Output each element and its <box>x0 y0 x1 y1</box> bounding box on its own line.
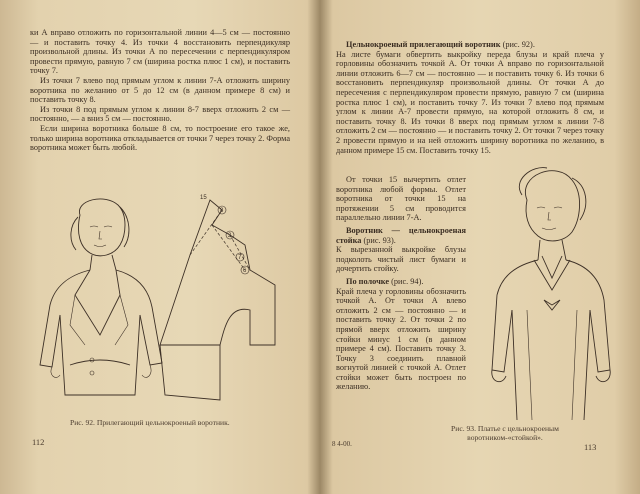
right-text-block-narrow <box>336 175 466 392</box>
page-number: 113 <box>584 442 597 452</box>
right-paragraph: Край плеча у горловины обозначить точкой А. От точки А влево отложить 2 см — постоянно — и поставить точку 2. От точки 2 по прямой вверх отложить ширину стойки минус 1 см (в данном примере 4 см). Поставить точку 3. Точку 3 соединить плавной вогнутой линией с точкой А. Отлет стойки может быть построен по желанию. <box>336 286 466 392</box>
section-heading: По полочке <box>346 276 390 286</box>
diagram-label: 7 <box>238 255 242 261</box>
figure-caption: Рис. 92. Прилегающий цельнокроеный воротник. <box>70 418 230 427</box>
diagram-label: 8 <box>220 208 224 214</box>
section-ref: (рис. 94). <box>389 276 424 286</box>
section-ref: (рис. 92). <box>500 40 535 49</box>
diagram-label: 15 <box>200 195 207 201</box>
diagram-label: 6 <box>243 268 247 274</box>
left-page <box>0 0 318 494</box>
left-paragraph: Если ширина воротника больше 8 см, то построение его такое же, только ширина воротника откладывается от точки 7 через точку 2. Форма воротника может быть любой. <box>30 123 291 153</box>
footer-sign: 8 4-00. <box>332 440 352 448</box>
left-paragraph: Из точки 8 под прямым углом к линии 8-7 вверх отложить 2 см — постоянно, — а вниз 5 см — постоянно. <box>30 104 290 124</box>
section-heading: Воротник — цельнокроеная стойка <box>336 225 466 245</box>
right-text-block-top <box>336 40 604 155</box>
left-text-block <box>30 28 290 153</box>
collar-pattern-diagram <box>150 195 280 405</box>
left-paragraph: Из точки 7 влево под прямым углом к линии 7-А отложить ширину воротника по желанию от 5 до 12 см (в данном примере 8 см) и поставить точку 8. <box>30 75 290 105</box>
diagram-label: 2 <box>228 233 232 239</box>
section-heading: Цельнокроеный прилегающий воротник <box>346 40 501 49</box>
right-paragraph: К вырезанной выкройке блузы подколоть чистый лист бумаги и дочертить стойку. <box>336 245 466 274</box>
right-paragraph: От точки 15 вычертить отлет воротника любой формы. Отлет воротника от точки 15 на протяжении 5 см проводится параллельно линии 7-А. <box>336 175 466 223</box>
figure-caption: Рис. 93. Платье с цельнокроеным воротником-«стойкой». <box>451 424 559 442</box>
woman-illustration-stand-collar <box>472 160 622 430</box>
page-number: 112 <box>32 437 45 447</box>
section-ref: (рис. 93). <box>361 235 396 245</box>
right-page <box>322 0 640 494</box>
left-paragraph: ки А вправо отложить по горизонтальной линии 4—5 см — постоянно — и поставить точку 4. Из точки 4 восстановить перпендикуляр произвольной длины. Из точки А по пересечении с перпендикуляром провести прямую, равную 7 см (ширина ростка плюс 1 см), и поставить точку 7. <box>30 28 290 76</box>
right-paragraph: На листе бумаги обвертить выкройку переда блузы и край плеча у горловины обозначить точкой А. От точки А вправо по горизонтальной линии отложить 6—7 см — постоянно — и поставить точку 6. Из точки 6 восстановить перпендикуляр произвольной длины. От точки А до пересечения с перпендикуляром провести прямую, равную 7 см (ширина ростка плюс 1 см), и поставить точку 7. Из точки 7 влево под прямым углом к линии А-7 провести прямую, на которой отложить 8 см, и поставить точку 8. Из точки 8 вверх под прямым углом к линии 7-8 отложить 2 см — постоянно — и поставить точку 2. От точки 7 через точку 2 провести прямую и на ней отложить ширину воротника по желанию, в данном примере 15 см. Поставить точку 15. <box>336 49 604 155</box>
woman-illustration-collar <box>30 195 170 425</box>
